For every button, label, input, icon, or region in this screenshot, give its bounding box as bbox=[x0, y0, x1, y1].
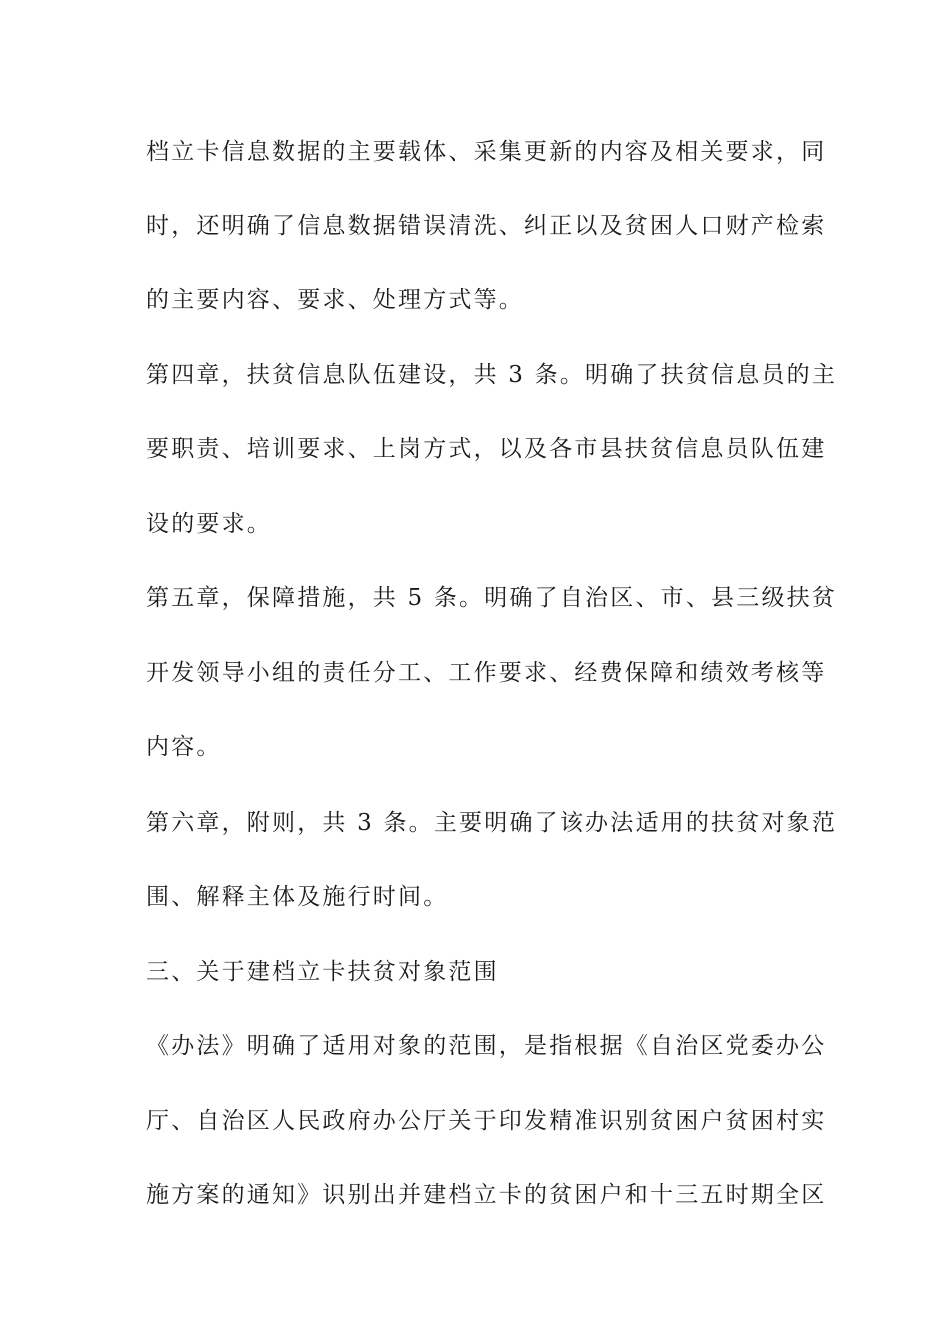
section-heading: 三、关于建档立卡扶贫对象范围 bbox=[146, 959, 499, 985]
text-line: 的主要内容、要求、处理方式等。 bbox=[146, 287, 524, 313]
text-line: 施方案的通知》识别出并建档立卡的贫困户和十三五时期全区 bbox=[146, 1182, 827, 1208]
text-line: 厅、自治区人民政府办公厅关于印发精准识别贫困户贫困村实 bbox=[146, 1108, 827, 1134]
text-line: 围、解释主体及施行时间。 bbox=[146, 884, 449, 910]
text-line: 档立卡信息数据的主要载体、采集更新的内容及相关要求，同 bbox=[146, 139, 827, 165]
text-line: 要职责、培训要求、上岗方式，以及各市县扶贫信息员队伍建 bbox=[146, 436, 827, 462]
text-line: 设的要求。 bbox=[146, 511, 272, 537]
text-line: 时，还明确了信息数据错误清洗、纠正以及贫困人口财产检索 bbox=[146, 213, 827, 239]
text-line: 开发领导小组的责任分工、工作要求、经费保障和绩效考核等 bbox=[146, 660, 827, 686]
text-line: 第四章，扶贫信息队伍建设，共 3 条。明确了扶贫信息员的主 bbox=[146, 362, 838, 388]
text-line: 内容。 bbox=[146, 734, 222, 760]
text-line: 第五章，保障措施，共 5 条。明确了自治区、市、县三级扶贫 bbox=[146, 585, 838, 611]
text-line: 第六章，附则，共 3 条。主要明确了该办法适用的扶贫对象范 bbox=[146, 810, 838, 836]
text-line: 《办法》明确了适用对象的范围，是指根据《自治区党委办公 bbox=[146, 1033, 827, 1059]
